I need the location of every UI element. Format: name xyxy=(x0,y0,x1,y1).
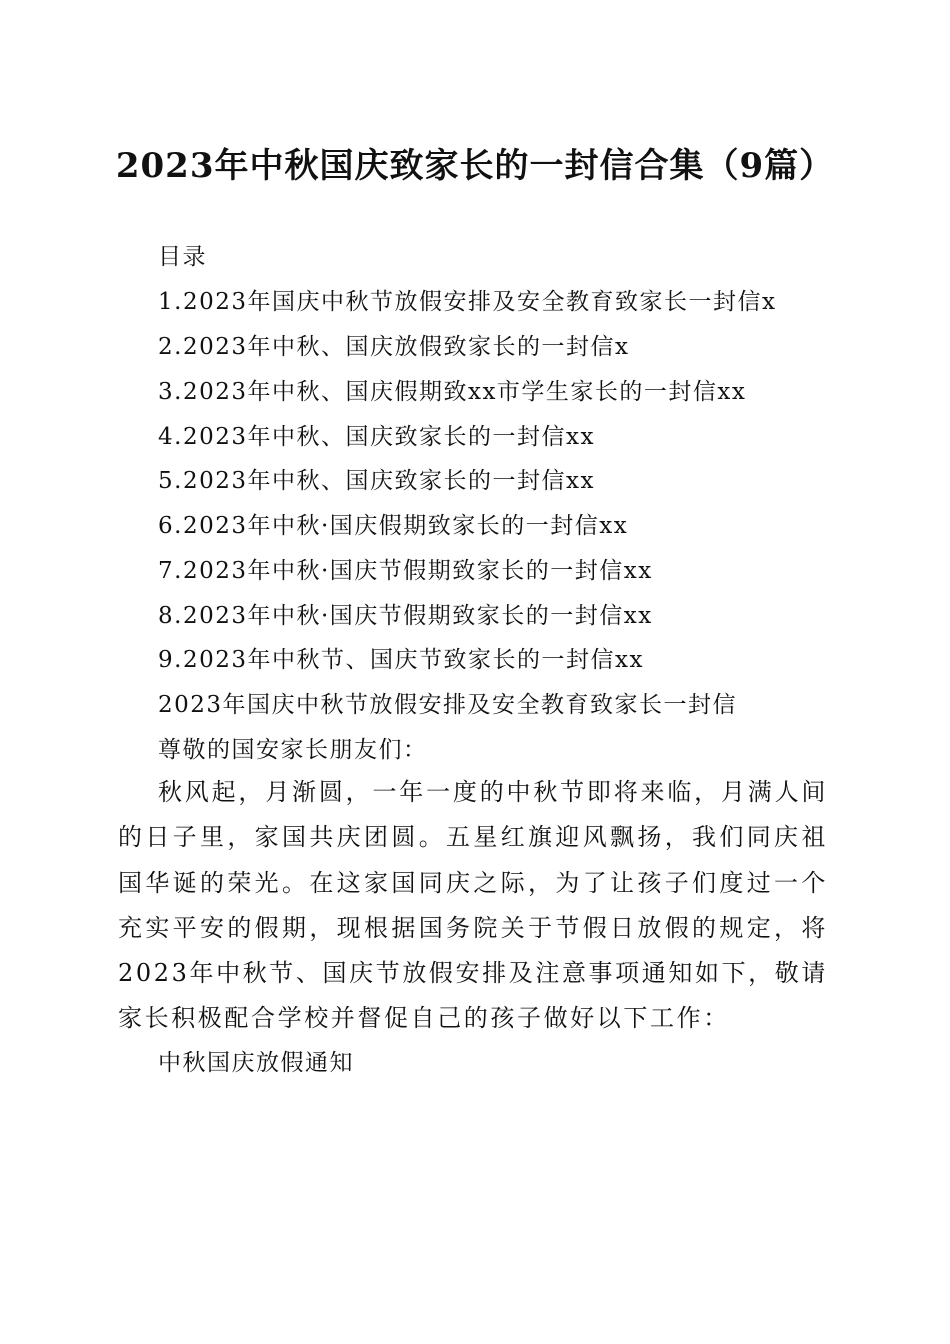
document-title: 2023年中秋国庆致家长的一封信合集（9篇） xyxy=(115,146,835,186)
toc-item-9: 9.2023年中秋节、国庆节致家长的一封信xx xyxy=(158,647,644,673)
toc-item-1: 1.2023年国庆中秋节放假安排及安全教育致家长一封信x xyxy=(158,289,777,315)
body-paragraph: 秋风起，月渐圆，一年一度的中秋节即将来临，月满人间的日子里，家国共庆团圆。五星红旗迎风飘扬，我们同庆祖国华诞的荣光。在这家国同庆之际，为了让孩子们度过一个充实平安的假期，现根据国务院关于节假日放假的规定，将2023年中秋节、国庆节放假安排及注意事项通知如下，敬请家长积极配合学校并督促自己的孩子做好以下工作： xyxy=(118,778,828,1033)
section-title: 2023年国庆中秋节放假安排及安全教育致家长一封信 xyxy=(158,692,738,718)
toc-item-3: 3.2023年中秋、国庆假期致xx市学生家长的一封信xx xyxy=(158,379,747,405)
subheading: 中秋国庆放假通知 xyxy=(158,1050,354,1076)
toc-item-4: 4.2023年中秋、国庆致家长的一封信xx xyxy=(158,424,595,450)
toc-item-7: 7.2023年中秋·国庆节假期致家长的一封信xx xyxy=(158,558,653,584)
salutation: 尊敬的国安家长朋友们： xyxy=(158,737,428,763)
toc-item-5: 5.2023年中秋、国庆致家长的一封信xx xyxy=(158,468,595,494)
toc-item-6: 6.2023年中秋·国庆假期致家长的一封信xx xyxy=(158,513,629,539)
toc-item-8: 8.2023年中秋·国庆节假期致家长的一封信xx xyxy=(158,603,653,629)
toc-heading: 目录 xyxy=(158,244,207,270)
toc-item-2: 2.2023年中秋、国庆放假致家长的一封信x xyxy=(158,334,630,360)
